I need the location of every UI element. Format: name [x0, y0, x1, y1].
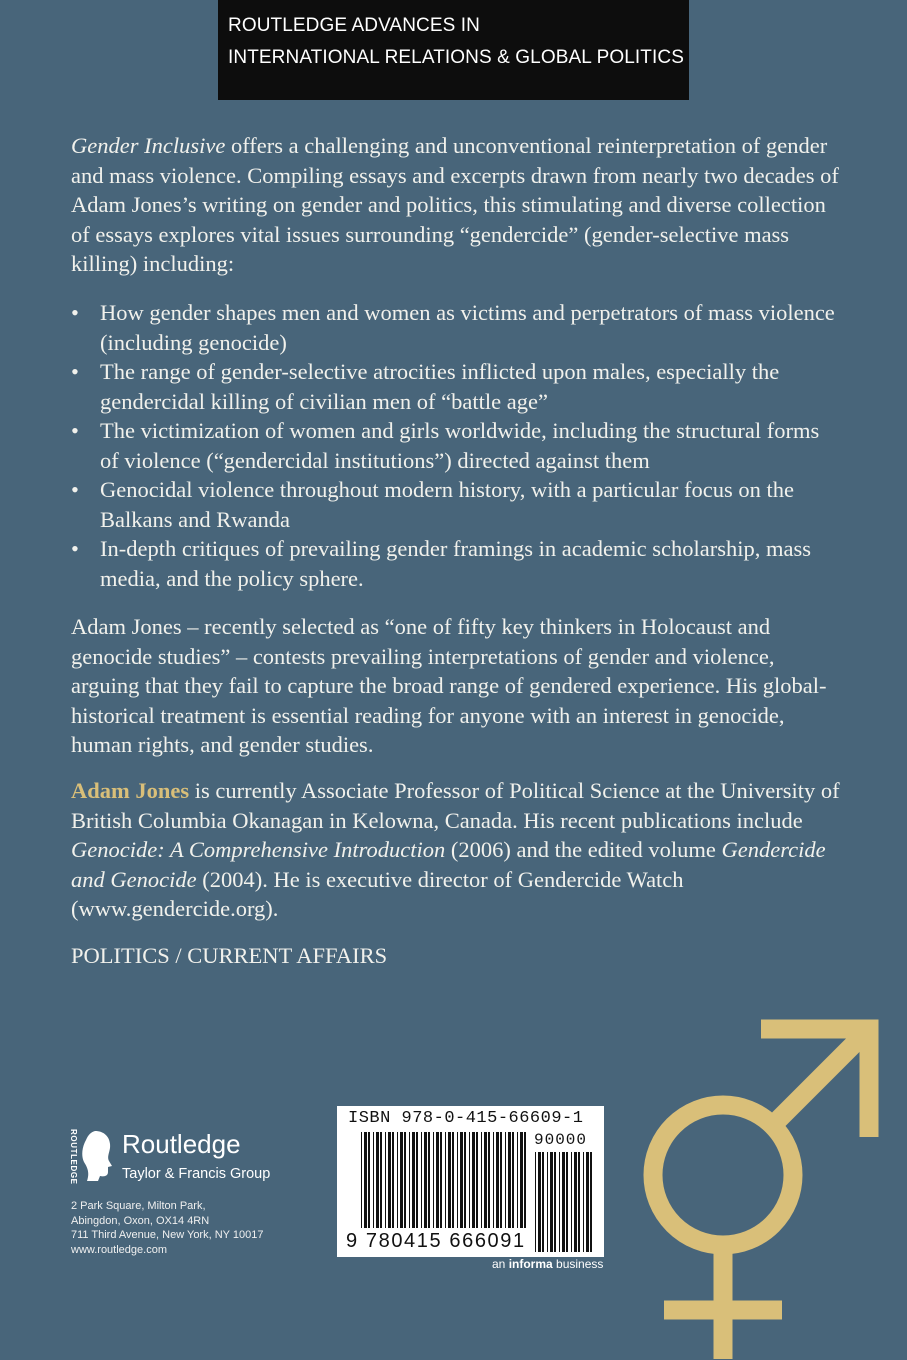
barcode-bar	[583, 1152, 584, 1252]
series-title-line1: ROUTLEDGE ADVANCES IN	[228, 15, 480, 36]
barcode-bar	[559, 1152, 560, 1252]
price-addon-number: 90000	[534, 1131, 588, 1149]
intro-text: offers a challenging and unconventional reinterpretation of gender and mass violence. Compiling essays and excerpts drawn from nearly two decades of Adam Jones’s writing on gender and politics, this stimulating and diverse collection of essays explores vital issues surrounding “gendercide” (gender-selective mass killing) including:	[71, 133, 839, 276]
barcode-bar	[493, 1132, 494, 1228]
barcode-bar	[440, 1132, 442, 1228]
barcode-bar	[380, 1132, 382, 1228]
barcode-bar	[385, 1132, 386, 1228]
barcode-bar	[472, 1132, 475, 1228]
book-title-1: Genocide: A Comprehensive Introduction	[71, 837, 446, 862]
barcode-bar	[460, 1132, 463, 1228]
list-item: • The victimization of women and girls worldwide, including the structural forms of violence (“gendercidal institutions”) directed against them	[71, 416, 841, 475]
topics-list	[71, 298, 841, 593]
barcode-bar	[476, 1132, 478, 1228]
informa-suffix: business	[552, 1257, 604, 1271]
barcode-bar	[436, 1132, 439, 1228]
author-name: Adam Jones	[71, 778, 190, 803]
address-line: Abingdon, Oxon, OX14 4RN	[71, 1214, 210, 1227]
barcode-bar	[409, 1132, 410, 1228]
isbn-number: ISBN 978-0-415-66609-1	[348, 1109, 584, 1128]
series-banner	[218, 0, 689, 100]
barcode-bar	[571, 1152, 572, 1252]
publisher-group: Taylor & Francis Group	[122, 1166, 271, 1182]
barcode-bar	[488, 1132, 490, 1228]
barcode-bar	[524, 1132, 526, 1228]
informa-tagline	[492, 1257, 603, 1271]
routledge-head-logo-icon	[65, 1127, 115, 1185]
barcode-bar	[412, 1132, 415, 1228]
barcode-bar	[505, 1132, 506, 1228]
barcode-bar	[452, 1132, 454, 1228]
barcode-bar	[512, 1132, 514, 1228]
bio-text-2: (2006) and the edited volume	[445, 837, 722, 862]
barcode-bar	[388, 1132, 391, 1228]
barcode-bar	[562, 1152, 565, 1252]
subject-category: POLITICS / CURRENT AFFAIRS	[71, 943, 388, 968]
ean-number: 9 780415 666091	[346, 1230, 526, 1252]
barcode-bar	[500, 1132, 502, 1228]
list-item: • In-depth critiques of prevailing gender framings in academic scholarship, mass media, and the policy sphere.	[71, 534, 841, 593]
combined-male-female-symbol-icon	[628, 1015, 907, 1360]
isbn-barcode	[337, 1106, 604, 1257]
book-title-2: Gendercide and Genocide	[71, 837, 826, 892]
barcode-bar	[457, 1132, 458, 1228]
series-title-line2: INTERNATIONAL RELATIONS & GLOBAL POLITICS	[228, 47, 684, 68]
barcode-bar	[508, 1132, 511, 1228]
informa-brand: informa	[508, 1257, 553, 1271]
barcode-bar	[550, 1152, 553, 1252]
barcode-bar	[578, 1152, 580, 1252]
barcode-bar	[428, 1132, 430, 1228]
barcode-bar	[364, 1132, 367, 1228]
barcode-bar	[448, 1132, 451, 1228]
barcode-bar	[392, 1132, 394, 1228]
barcode-bar	[554, 1152, 556, 1252]
endorsement-paragraph: Adam Jones – recently selected as “one of fifty key thinkers in Holocaust and genocide studies” – contests prevailing interpretations of gender and violence, arguing that they fail to capture the broad range of gendered experience. His global-historical treatment is essential reading for anyone with an interest in genocide, human rights, and gender studies.	[71, 614, 827, 757]
barcode-bar	[400, 1132, 403, 1228]
barcode-bar	[404, 1132, 406, 1228]
author-bio	[71, 776, 841, 924]
barcode-bar	[538, 1152, 541, 1252]
informa-prefix: an	[492, 1257, 509, 1271]
barcode-bar	[496, 1132, 499, 1228]
list-item: • How gender shapes men and women as victims and perpetrators of mass violence (including genocide)	[71, 298, 841, 357]
barcode-bar	[433, 1132, 434, 1228]
barcode-bar	[574, 1152, 577, 1252]
list-item: • Genocidal violence throughout modern history, with a particular focus on the Balkans and Rwanda	[71, 475, 841, 534]
barcode-bar	[481, 1132, 482, 1228]
barcode-bar	[397, 1132, 398, 1228]
barcode-bar	[368, 1132, 370, 1228]
barcode-bar	[542, 1152, 544, 1252]
barcode-bar	[566, 1152, 568, 1252]
list-item: • The range of gender-selective atrocities inflicted upon males, especially the gendercidal killing of civilian men of “battle age”	[71, 357, 841, 416]
bio-text-3: (2004). He is executive director of Gendercide Watch (www.gendercide.org).	[71, 866, 684, 921]
publisher-name: Routledge	[122, 1129, 241, 1159]
barcode-bar	[484, 1132, 487, 1228]
barcode-bar	[361, 1132, 362, 1228]
address-line: www.routledge.com	[71, 1243, 167, 1256]
barcode-bar	[547, 1152, 548, 1252]
bio-text-1: is currently Associate Professor of Political Science at the University of British Columbia Okanagan in Kelowna, Canada. His recent publications include	[71, 778, 840, 833]
barcode-bar	[590, 1152, 592, 1252]
barcode-bar	[535, 1152, 536, 1252]
barcode-bar	[464, 1132, 466, 1228]
barcode-bar	[373, 1132, 374, 1228]
barcode-bar	[424, 1132, 427, 1228]
barcode-bar	[586, 1152, 589, 1252]
barcode-bar	[421, 1132, 422, 1228]
address-line: 2 Park Square, Milton Park,	[71, 1200, 206, 1212]
barcode-bar	[445, 1132, 446, 1228]
logo-vertical-text: ROUTLEDGE	[69, 1129, 78, 1185]
book-title: Gender Inclusive	[71, 133, 226, 158]
intro-paragraph	[71, 131, 841, 279]
barcode-bar	[416, 1132, 418, 1228]
barcode-bar	[469, 1132, 470, 1228]
barcode-bar	[517, 1132, 518, 1228]
address-line: 711 Third Avenue, New York, NY 10017	[71, 1229, 264, 1241]
barcode-bar	[520, 1132, 523, 1228]
publisher-address	[71, 1199, 311, 1257]
barcode-bar	[376, 1132, 379, 1228]
